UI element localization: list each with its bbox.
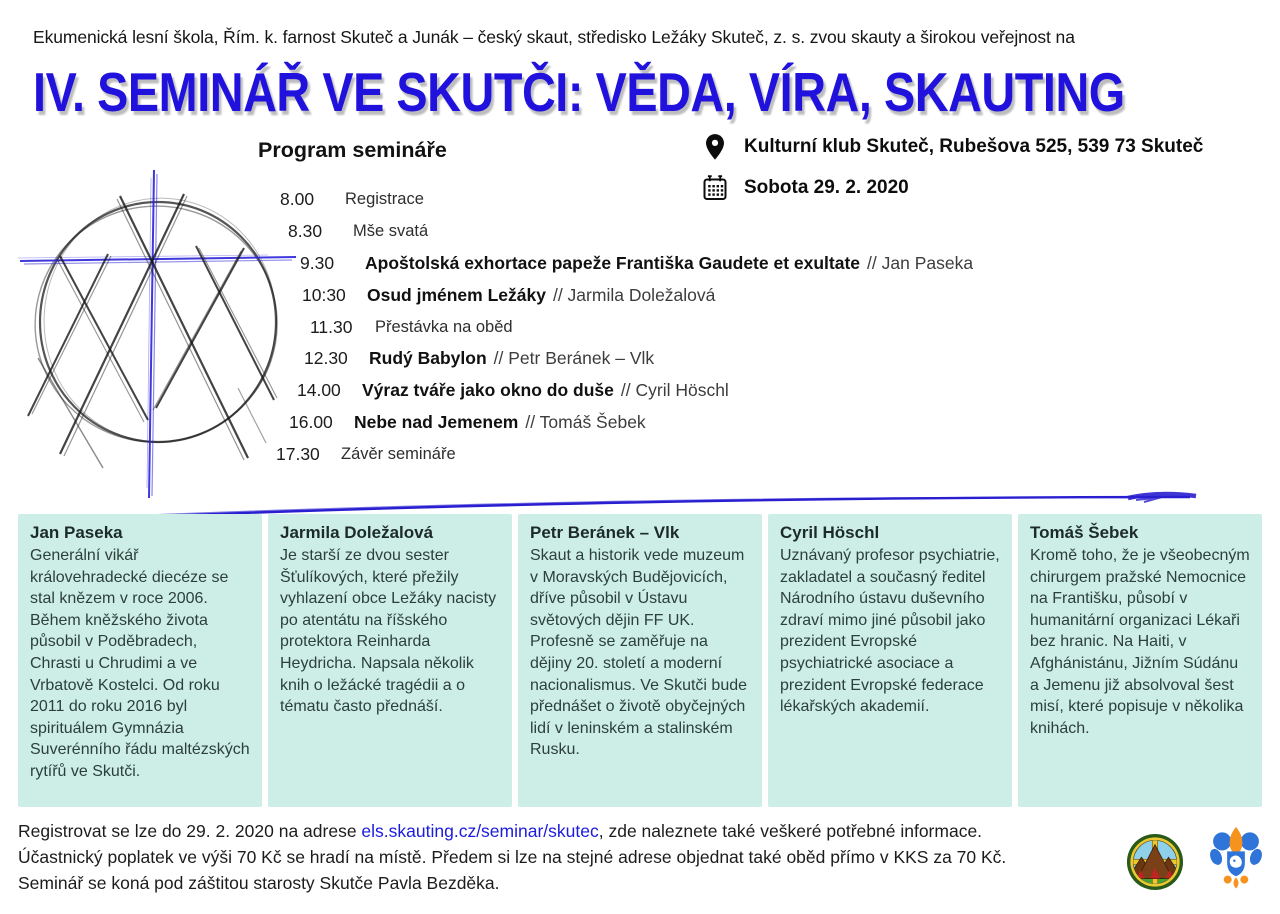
venue-row bbox=[700, 132, 1203, 162]
program-title: Osud jménem Ležáky bbox=[367, 284, 546, 305]
program-title: Rudý Babylon bbox=[369, 348, 487, 369]
intro-line: Ekumenická lesní škola, Řím. k. farnost Skuteč a Junák – český skaut, středisko Ležáky Skuteč, z. s. zvou skauty a širokou veřejnost na bbox=[33, 27, 1075, 47]
junak-scout-lily-logo bbox=[1208, 827, 1264, 889]
program-heading: Program semináře bbox=[258, 138, 447, 162]
registration-link[interactable]: els.skauting.cz/seminar/skutec bbox=[361, 821, 599, 841]
footer-line-patronage: Seminář se koná pod záštitou starosty Skutče Pavla Bezděka. bbox=[18, 873, 500, 893]
program-title: Přestávka na oběd bbox=[375, 317, 513, 336]
speaker-bio: Kromě toho, že je všeobecným chirurgem pražské Nemocnice na Františku, působí v humanitární organizaci Lékaři bez hranic. Na Haiti, v Afghánistánu, Jižním Súdánu a Jemenu již absolvoval šest misí, které popisuje v několika knihách. bbox=[1030, 547, 1250, 737]
speaker-bio: Je starší ze dvou sester Šťulíkových, které přežily vyhlazení obce Ležáky nacisty po atentátu na říšského protektora Reinharda Heydricha. Napsala několik knih o ležácké tragédii a o tématu často přednáší. bbox=[280, 547, 497, 716]
program-title: Výraz tváře jako okno do duše bbox=[362, 380, 614, 401]
speaker-name: Tomáš Šebek bbox=[1030, 523, 1139, 542]
program-time: 8.30 bbox=[288, 221, 323, 242]
program-row bbox=[288, 216, 976, 248]
page-title: IV. SEMINÁŘ VE SKUTČI: VĚDA, VÍRA, SKAUTING bbox=[33, 61, 1125, 123]
program-time: 16.00 bbox=[289, 411, 333, 432]
program-time: 11.30 bbox=[310, 316, 353, 337]
program-speaker: // Tomáš Šebek bbox=[525, 411, 646, 432]
program-title: Mše svatá bbox=[353, 222, 429, 241]
speaker-name: Cyril Höschl bbox=[780, 523, 880, 542]
speaker-name: Jan Paseka bbox=[30, 523, 123, 542]
program-time: 14.00 bbox=[297, 380, 341, 401]
program-title: Registrace bbox=[345, 190, 424, 209]
venue-text: Kulturní klub Skuteč, Rubešova 525, 539 73 Skuteč bbox=[744, 136, 1204, 157]
speaker-name: Petr Beránek – Vlk bbox=[530, 523, 680, 542]
program-time: 9.30 bbox=[300, 252, 335, 273]
program-title: Nebe nad Jemenem bbox=[354, 411, 519, 432]
program-row bbox=[310, 311, 976, 343]
els-emblem-logo bbox=[1126, 833, 1184, 891]
sketch-cross-blue bbox=[18, 170, 296, 498]
program-time: 12.30 bbox=[304, 348, 348, 369]
program-row bbox=[280, 184, 976, 216]
speaker-name: Jarmila Doležalová bbox=[280, 523, 434, 542]
speaker-bio: Generální vikář královehradecké diecéze se stal knězem v roce 2006. Během kněžského života působil v Poděbradech, Chrasti u Chrudimi a ve Vrbatově Kostelci. Od roku 2011 do roku 2016 byl spirituálem Gymnázia Suverénního řádu maltézských rytířů ve Skutči. bbox=[30, 547, 250, 780]
footer-line-registration bbox=[18, 818, 1103, 844]
program-row bbox=[302, 279, 976, 311]
program-row bbox=[300, 248, 976, 280]
footer-text: Registrovat se lze do 29. 2. 2020 na adrese bbox=[18, 821, 362, 841]
speaker-card bbox=[518, 514, 762, 807]
location-pin-icon bbox=[700, 132, 730, 162]
date-text: Sobota 29. 2. 2020 bbox=[744, 177, 909, 198]
footer-text: , zde naleznete také veškeré potřebné informace. bbox=[598, 821, 983, 841]
speaker-card bbox=[1018, 514, 1262, 807]
program-speaker: // Jan Paseka bbox=[867, 252, 974, 273]
program-title: Apoštolská exhortace papeže Františka Gaudete et exultate bbox=[365, 252, 861, 273]
program-time: 8.00 bbox=[280, 189, 315, 210]
program-row bbox=[289, 407, 976, 439]
speaker-card bbox=[768, 514, 1012, 807]
program-speaker: // Cyril Höschl bbox=[620, 380, 729, 401]
speaker-cards bbox=[18, 514, 1262, 807]
program-time: 17.30 bbox=[276, 443, 320, 464]
program-speaker: // Jarmila Doležalová bbox=[552, 284, 716, 305]
program-speaker: // Petr Beránek – Vlk bbox=[493, 348, 655, 369]
speaker-card bbox=[268, 514, 512, 807]
program-time: 10:30 bbox=[302, 284, 346, 305]
program-list bbox=[256, 184, 976, 470]
footer-line-fee: Účastnický poplatek ve výši 70 Kč se hradí na místě. Předem si lze na stejné adrese objednat také oběd přímo v KKS za 70 Kč. bbox=[18, 847, 1007, 867]
program-row bbox=[276, 438, 976, 470]
program-title: Závěr semináře bbox=[341, 444, 456, 463]
program-row bbox=[304, 343, 976, 375]
speaker-card bbox=[18, 514, 262, 807]
speaker-bio: Skaut a historik vede muzeum v Moravských Budějovicích, dříve působil v Ústavu světových dějin FF UK. Profesně se zaměřuje na dějiny 20. století a moderní nacionalismus. Ve Skutči bude přednášet o životě obyčejných lidí v leninském a stalinském Rusku. bbox=[530, 547, 748, 759]
program-row bbox=[297, 375, 976, 407]
speaker-bio: Uznávaný profesor psychiatrie, zakladatel a současný ředitel Národního ústavu duševního zdraví mimo jiné působil jako prezident Evropské psychiatrické asociace a prezident Evropské federace lékařských akademií. bbox=[780, 547, 1000, 716]
footer bbox=[18, 818, 1103, 896]
